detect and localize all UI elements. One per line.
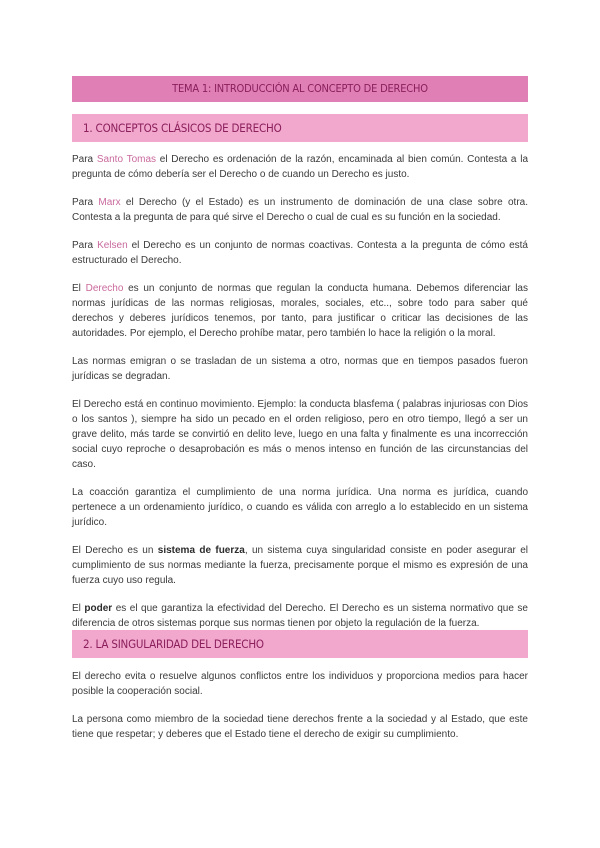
paragraph: La persona como miembro de la sociedad tiene derechos frente a la sociedad y al Estado, que este tiene que respetar; y deberes que el Estado tiene el derecho de exigir su cumplimiento.	[72, 714, 528, 740]
paragraph: El derecho evita o resuelve algunos conflictos entre los individuos y proporciona medios para hacer posible la cooperación social.	[72, 671, 528, 697]
bold-term: poder	[84, 603, 113, 614]
bold-term: sistema de fuerza	[157, 545, 245, 556]
paragraph: Para Santo Tomas el Derecho es ordenación de la razón, encaminada al bien común. Contesta a la pregunta de cómo debería ser el Derecho o de cuando un Derecho es justo.	[72, 154, 529, 180]
document-title: TEMA 1: INTRODUCCIÓN AL CONCEPTO DE DERECHO	[72, 76, 528, 102]
section-heading-2: 2. LA SINGULARIDAD DEL DERECHO	[72, 630, 528, 658]
paragraph: El Derecho es un conjunto de normas que regulan la conducta humana. Debemos diferenciar las normas jurídicas de las normas religiosas, morales, sociales, etc.., sobre todo para saber qué derechos y deberes jurídicos tenemos, por tanto, para justificar o criticar las decisiones de las autoridades. Por ejemplo, el Derecho prohíbe matar, pero también lo hace la religión o la moral.	[72, 283, 528, 339]
paragraph: Para Kelsen el Derecho es un conjunto de normas coactivas. Contesta a la pregunta de cómo está estructurado el Derecho.	[72, 240, 528, 266]
section-heading-1: 1. CONCEPTOS CLÁSICOS DE DERECHO	[72, 114, 528, 142]
term-highlight: Marx	[98, 197, 121, 208]
paragraph: Las normas emigran o se trasladan de un sistema a otro, normas que en tiempos pasados fueron jurídicas se degradan.	[72, 356, 528, 382]
section-2-body	[72, 669, 528, 742]
term-highlight: Kelsen	[97, 240, 128, 251]
paragraph: El poder es el que garantiza la efectividad del Derecho. El Derecho es un sistema normativo que se diferencia de otros sistemas porque sus normas tienen por objeto la regulación de la fuerza.	[72, 603, 528, 629]
term-highlight: Santo Tomas	[96, 154, 157, 165]
term-highlight: Derecho	[85, 283, 124, 294]
paragraph: Para Marx el Derecho (y el Estado) es un instrumento de dominación de una clase sobre otra. Contesta a la pregunta de para qué sirve el Derecho o cual de cual es su función en la sociedad.	[72, 197, 528, 223]
section-1-body	[72, 152, 528, 631]
paragraph: El Derecho está en continuo movimiento. Ejemplo: la conducta blasfema ( palabras injuriosas con Dios o los santos ), siempre ha sido un pecado en el orden religioso, pero en otro tiempo, llegó a ser un grave delito, más tarde se convirtió en delito leve, luego en una falta y finalmente es una incorrección social cuyo reproche o desaprobación es más o menos intenso en función de las circunstancias del caso.	[72, 399, 528, 470]
paragraph: La coacción garantiza el cumplimiento de una norma jurídica. Una norma es jurídica, cuando pertenece a un ordenamiento jurídico, o cuando es válida con arreglo a lo establecido en un sistema jurídico.	[72, 487, 528, 528]
paragraph: El Derecho es un sistema de fuerza, un sistema cuya singularidad consiste en poder asegurar el cumplimiento de sus normas mediante la fuerza, precisamente porque el mismo es expresión de una fuerza cuyo uso regula.	[72, 545, 528, 586]
